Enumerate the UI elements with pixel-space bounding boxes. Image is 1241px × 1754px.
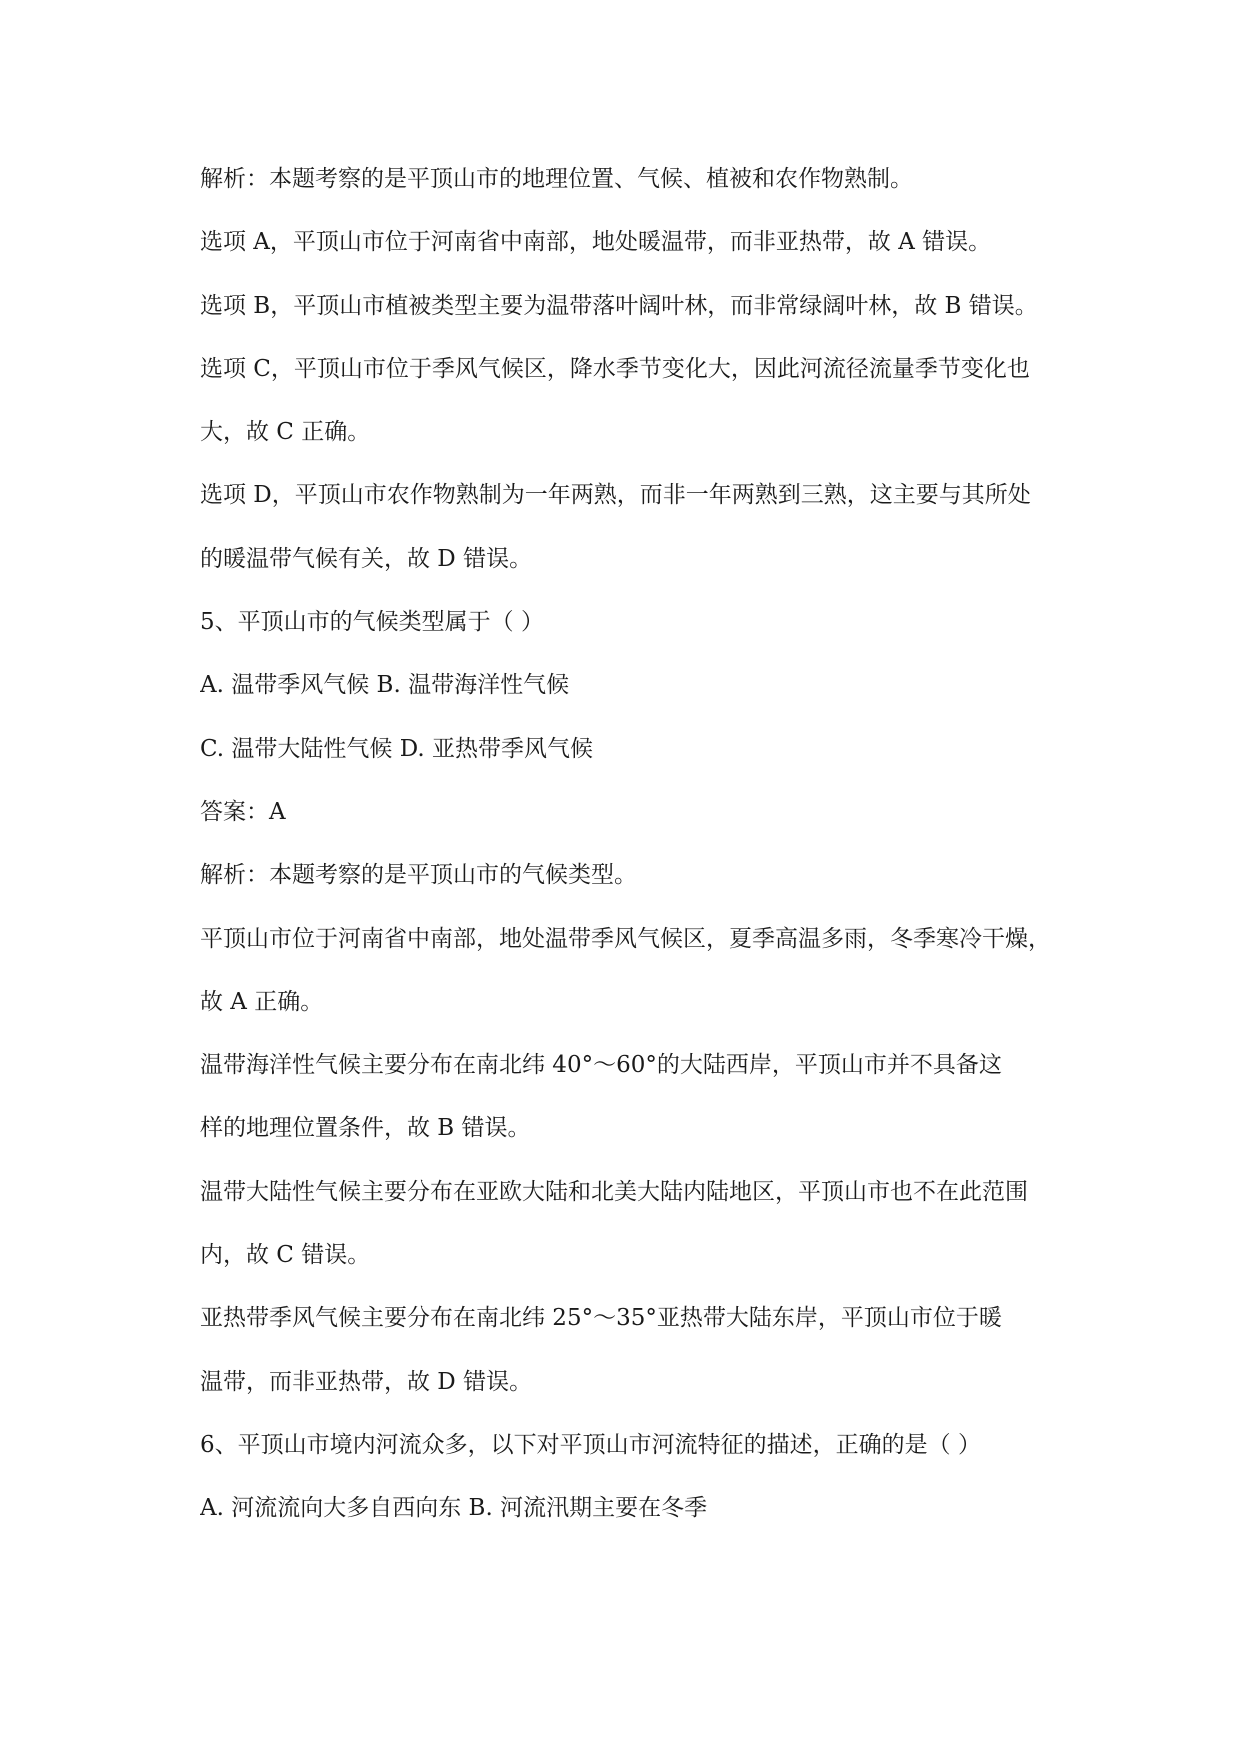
question-5-analysis-d-cont: 温带，而非亚热带，故 D 错误。 [200,1368,533,1395]
question-5-analysis-b-cont: 样的地理位置条件，故 B 错误。 [200,1115,531,1142]
question-6-options-ab: A. 河流流向大多自西向东 B. 河流汛期主要在冬季 [200,1495,708,1522]
option-a-analysis-line: 选项 A，平顶山市位于河南省中南部，地处暖温带，而非亚热带，故 A 错误。 [200,229,992,256]
document-body [200,148,1090,1541]
option-d-analysis-line: 选项 D，平顶山市农作物熟制为一年两熟，而非一年两熟到三熟，这主要与其所处 [200,482,1031,509]
option-d-analysis-line-cont: 的暖温带气候有关，故 D 错误。 [200,545,533,572]
question-5-title: 5、平顶山市的气候类型属于（ ） [200,609,544,636]
question-5-analysis-intro: 解析：本题考察的是平顶山市的气候类型。 [200,862,637,889]
question-5-analysis-a: 平顶山市位于河南省中南部，地处温带季风气候区，夏季高温多雨，冬季寒冷干燥， [200,925,1051,952]
option-b-analysis-line: 选项 B，平顶山市植被类型主要为温带落叶阔叶林，而非常绿阔叶林，故 B 错误。 [200,292,1038,319]
question-5-answer: 答案：A [200,798,286,825]
question-5-analysis-b: 温带海洋性气候主要分布在南北纬 40°～60°的大陆西岸，平顶山市并不具备这 [200,1052,1002,1079]
analysis-intro-line: 解析：本题考察的是平顶山市的地理位置、气候、植被和农作物熟制。 [200,166,913,192]
question-5-analysis-a-cont: 故 A 正确。 [200,988,324,1015]
question-5-options-cd: C. 温带大陆性气候 D. 亚热带季风气候 [200,735,593,762]
question-5-options-ab: A. 温带季风气候 B. 温带海洋性气候 [200,672,570,699]
option-c-analysis-line: 选项 C，平顶山市位于季风气候区，降水季节变化大，因此河流径流量季节变化也 [200,355,1030,382]
question-5-analysis-d: 亚热带季风气候主要分布在南北纬 25°～35°亚热带大陆东岸，平顶山市位于暖 [200,1305,1002,1332]
question-6-title: 6、平顶山市境内河流众多，以下对平顶山市河流特征的描述，正确的是（ ） [200,1431,981,1458]
question-5-analysis-c: 温带大陆性气候主要分布在亚欧大陆和北美大陆内陆地区，平顶山市也不在此范围 [200,1178,1028,1205]
question-5-analysis-c-cont: 内，故 C 错误。 [200,1242,371,1269]
option-c-analysis-line-cont: 大，故 C 正确。 [200,419,371,446]
